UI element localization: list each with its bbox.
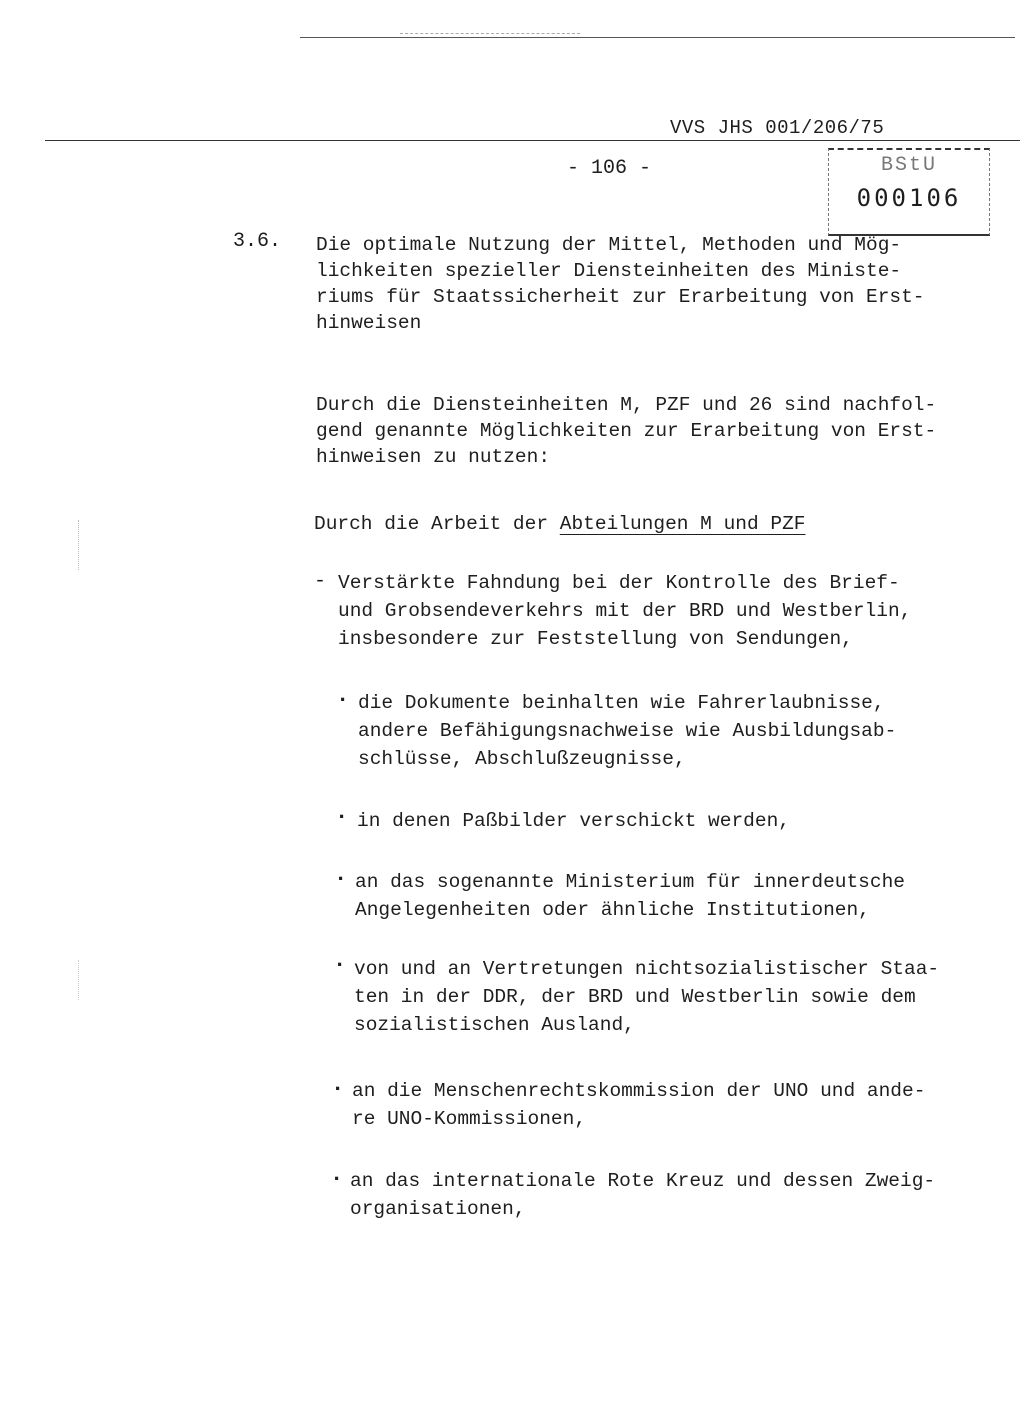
subheading-underlined: Abteilungen M und PZF xyxy=(559,513,806,535)
sub-item-line: in denen Paßbilder verschickt werden, xyxy=(357,810,790,832)
scan-margin-mark xyxy=(78,520,79,570)
intro-line: hinweisen zu nutzen: xyxy=(316,446,551,468)
section-title-line: Die optimale Nutzung der Mittel, Methoden und Mög- xyxy=(316,234,902,256)
section-number: 3.6. xyxy=(233,230,282,253)
stamp-number: 000106 xyxy=(856,184,962,212)
bullet-dot: . xyxy=(331,1072,345,1097)
section-title-line: hinweisen xyxy=(316,312,422,334)
main-item-line: insbesondere zur Feststellung von Sendungen, xyxy=(338,628,853,650)
intro-line: Durch die Diensteinheiten M, PZF und 26 sind nachfol- xyxy=(316,394,937,416)
stamp-org-label: BStU xyxy=(880,154,937,177)
sub-item-line: andere Befähigungsnachweise wie Ausbildungsab- xyxy=(358,720,897,742)
sub-item-line: an das internationale Rote Kreuz und dessen Zweig- xyxy=(350,1170,936,1192)
intro-line: gend genannte Möglichkeiten zur Erarbeitung von Erst- xyxy=(316,420,937,442)
section-title-line: riums für Staatssicherheit zur Erarbeitung von Erst- xyxy=(316,286,925,308)
top-rule xyxy=(300,37,1015,38)
subheading-prefix: Durch die Arbeit der xyxy=(314,513,560,535)
sub-item-line: organisationen, xyxy=(350,1198,526,1220)
top-faint-rule xyxy=(400,33,580,34)
archive-stamp xyxy=(828,148,990,236)
sub-item-line: sozialistischen Ausland, xyxy=(354,1014,635,1036)
bullet-dot: . xyxy=(333,948,347,973)
list-dash: - xyxy=(314,570,327,593)
bullet-dot: . xyxy=(330,1162,344,1187)
subheading xyxy=(314,511,806,537)
sub-item-line: die Dokumente beinhalten wie Fahrerlaubnisse, xyxy=(358,692,885,714)
sub-item-line: ten in der DDR, der BRD und Westberlin sowie dem xyxy=(354,986,916,1008)
scan-margin-mark xyxy=(78,960,79,1000)
bullet-dot: . xyxy=(334,862,348,887)
sub-item-line: von und an Vertretungen nichtsozialistischer Staa- xyxy=(354,958,940,980)
sub-item-line: Angelegenheiten oder ähnliche Institutionen, xyxy=(355,899,870,921)
document-reference: VVS JHS 001/206/75 xyxy=(670,117,885,139)
section-title-line: lichkeiten spezieller Diensteinheiten des Ministe- xyxy=(316,260,902,282)
main-item-line: und Grobsendeverkehrs mit der BRD und Westberlin, xyxy=(338,600,912,622)
sub-item-line: schlüsse, Abschlußzeugnisse, xyxy=(358,748,686,770)
sub-item-line: an die Menschenrechtskommission der UNO und ande- xyxy=(352,1080,926,1102)
sub-item-line: an das sogenannte Ministerium für innerdeutsche xyxy=(355,871,905,893)
bullet-dot: . xyxy=(336,683,350,708)
bullet-dot: . xyxy=(335,800,349,825)
page-number: - 106 - xyxy=(567,157,652,180)
sub-item-line: re UNO-Kommissionen, xyxy=(352,1108,587,1130)
header-rule xyxy=(45,140,1020,141)
main-item-line: Verstärkte Fahndung bei der Kontrolle des Brief- xyxy=(338,572,900,594)
